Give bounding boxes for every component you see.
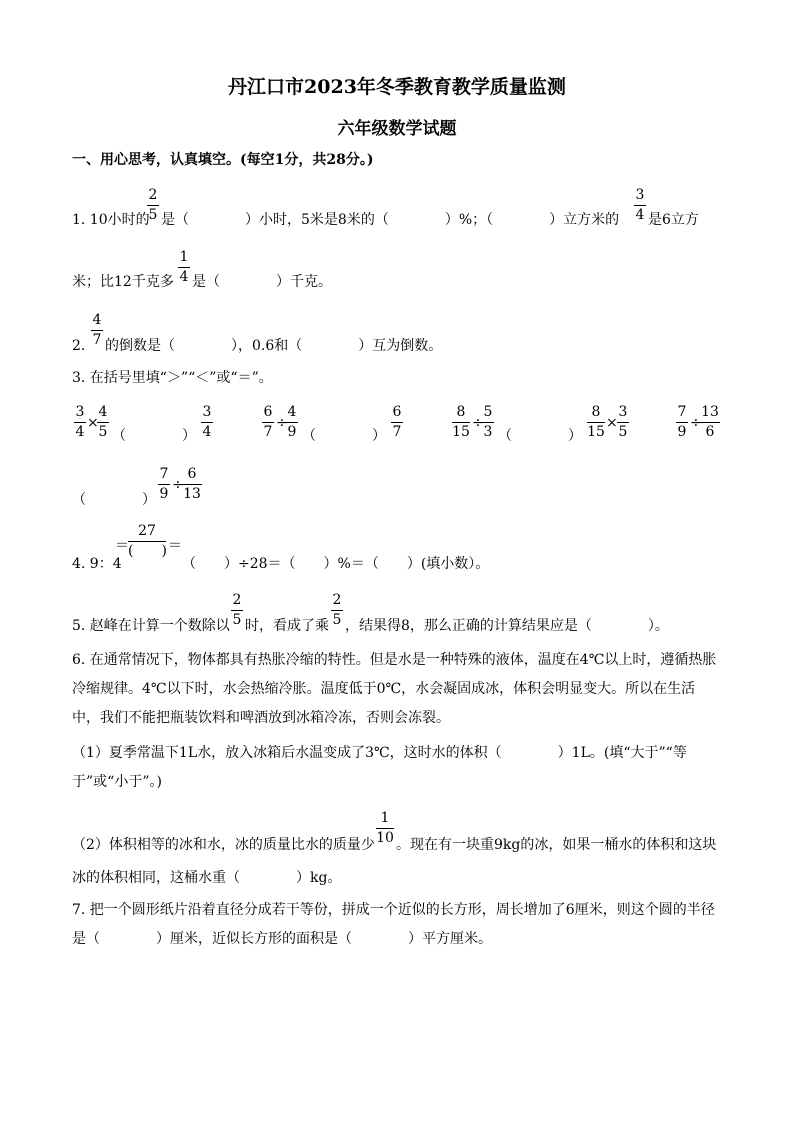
fraction: 3 4 (635, 187, 645, 223)
fraction: 8 15 (587, 404, 605, 440)
section-heading: 一、用心思考，认真填空。(每空1分，共28分。) (72, 152, 374, 168)
fraction: 3 4 (75, 404, 85, 440)
page-subtitle: 六年级数学试题 (337, 119, 457, 139)
fraction: 7 9 (159, 466, 169, 502)
fraction: 4 5 (98, 404, 108, 440)
fraction: 13 6 (701, 404, 719, 440)
fraction: 1 4 (179, 249, 189, 285)
fraction: 3 5 (618, 404, 628, 440)
q1-text-e: 是（ ）千克。 (192, 274, 332, 290)
q1-text-c: 是6立方 (648, 212, 699, 228)
page-title: 丹江口市2023年冬季教育教学质量监测 (228, 76, 566, 98)
operator: × (87, 415, 99, 431)
q4-text-b: （ ）÷28＝（ ）%＝（ ）(填小数）。 (182, 556, 490, 572)
fraction: 2 5 (332, 592, 342, 628)
q6-part-2-c: 冰的体积相同，这桶水重（ ）kg。 (72, 870, 342, 886)
q5-text-c: ，结果得8，那么正确的计算结果应是（ ）。 (345, 618, 669, 634)
fraction: 6 7 (263, 404, 273, 440)
fraction: 6 13 (183, 466, 201, 502)
q2-text: 的倒数是（ ），0.6和（ ）互为倒数。 (105, 338, 443, 354)
comparison-blank: （ ） (72, 492, 156, 508)
fraction: 2 5 (148, 187, 158, 223)
comparison-blank: （ ） (498, 428, 582, 444)
operator: ÷ (276, 415, 288, 431)
operator: × (606, 415, 618, 431)
q3-instruction: 3. 在括号里填“＞”“＜”或“＝”。 (72, 370, 273, 386)
q2-number: 2. (72, 338, 86, 354)
question-7: 7. 把一个圆形纸片沿着直径分成若干等份，拼成一个近似的长方形，周长增加了6厘米，则这个圆的半径是（ ）厘米，近似长方形的面积是（ ）平方厘米。 (72, 902, 715, 947)
fraction: 8 15 (452, 404, 470, 440)
equals-sign: ＝ (115, 538, 129, 554)
fraction: 27 ( ) (128, 523, 167, 559)
operator: ÷ (472, 415, 484, 431)
fraction: 3 4 (202, 404, 212, 440)
q6-part-2-b: 。现在有一块重9kg的冰，如果一桶水的体积和这块 (396, 837, 717, 853)
q4-text-a: 4. 9：4 (72, 556, 122, 572)
q1-text-b: 是（ ）小时，5米是8米的（ ）%；（ ）立方米的 (161, 212, 620, 228)
fraction: 7 9 (677, 404, 687, 440)
q1-text-a: 1. 10小时的 (72, 212, 150, 228)
comparison-blank: （ ） (302, 428, 386, 444)
fraction: 1 10 (376, 810, 394, 846)
operator: ÷ (172, 477, 184, 493)
comparison-blank: （ ） (112, 428, 196, 444)
fraction: 2 5 (232, 592, 242, 628)
fraction: 5 3 (483, 404, 493, 440)
q6-passage: 6. 在通常情况下，物体都具有热胀冷缩的特性。但是水是一种特殊的液体，温度在4℃以上时，遵循热胀冷缩规律。4℃以下时，水会热缩冷胀。温度低于0℃，水会凝固成冰，体积会明显变大。所以在生活中，我们不能把瓶装饮料和啤酒放到冰箱冷冻，否则会冻裂。 (72, 652, 717, 726)
q6-part-1: （1）夏季常温下1L水，放入冰箱后水温变成了3℃，这时水的体积（ ）1L。(填“大于”“等于”或“小于”。) (72, 745, 687, 790)
operator: ÷ (690, 415, 702, 431)
fraction: 6 7 (392, 404, 402, 440)
q5-text-b: 时，看成了乘 (245, 618, 329, 634)
q1-text-d: 米；比12千克多 (72, 274, 174, 290)
q5-text-a: 5. 赵峰在计算一个数除以 (72, 618, 230, 634)
equals-sign: ＝ (168, 538, 182, 554)
q6-part-2-a: （2）体积相等的冰和水，冰的质量比水的质量少 (72, 837, 375, 853)
fraction: 4 9 (287, 404, 297, 440)
fraction: 4 7 (92, 312, 102, 348)
